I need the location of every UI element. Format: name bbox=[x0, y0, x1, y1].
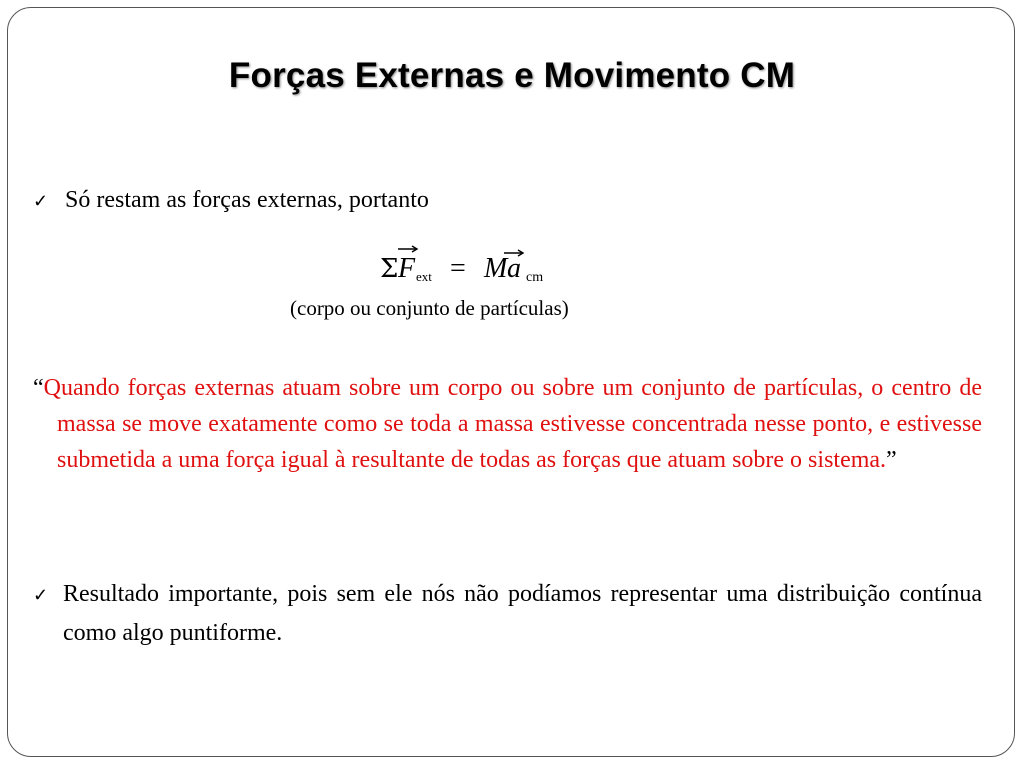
bullet-item-1 bbox=[33, 187, 429, 214]
formula-svg bbox=[288, 243, 668, 325]
quote-text: Quando forças externas atuam sobre um corpo ou sobre um conjunto de partículas, o centro de massa se move exatamente como se toda a massa estivesse concentrada nesse ponto, e estivesse submetida a uma força igual à resultante de todas as forças que atuam sobre o sistema. bbox=[43, 375, 982, 473]
quote-close-mark: ” bbox=[886, 447, 897, 473]
formula-image bbox=[288, 243, 668, 325]
accel-symbol: a bbox=[507, 253, 521, 284]
sigma-symbol: Σ bbox=[380, 254, 399, 284]
checkmark-icon: ✓ bbox=[33, 191, 49, 211]
bullet-2-text: Resultado importante, pois sem ele nós não podíamos representar uma distribuição contínua como algo puntiforme. bbox=[63, 581, 982, 646]
slide-title: Forças Externas e Movimento CM bbox=[228, 56, 796, 95]
force-symbol: F bbox=[398, 253, 416, 284]
quote-open-mark: “ bbox=[33, 375, 44, 401]
accel-subscript: cm bbox=[526, 270, 544, 285]
mass-symbol: M bbox=[484, 253, 508, 284]
bullet-item-2 bbox=[33, 575, 982, 652]
formula-caption: (corpo ou conjunto de partículas) bbox=[290, 296, 569, 320]
equals-sign: = bbox=[450, 253, 466, 284]
force-subscript: ext bbox=[416, 269, 432, 284]
bullet-1-text: Só restam as forças externas, portanto bbox=[65, 187, 429, 213]
checkmark-icon: ✓ bbox=[33, 585, 49, 605]
quote-paragraph bbox=[33, 370, 982, 478]
